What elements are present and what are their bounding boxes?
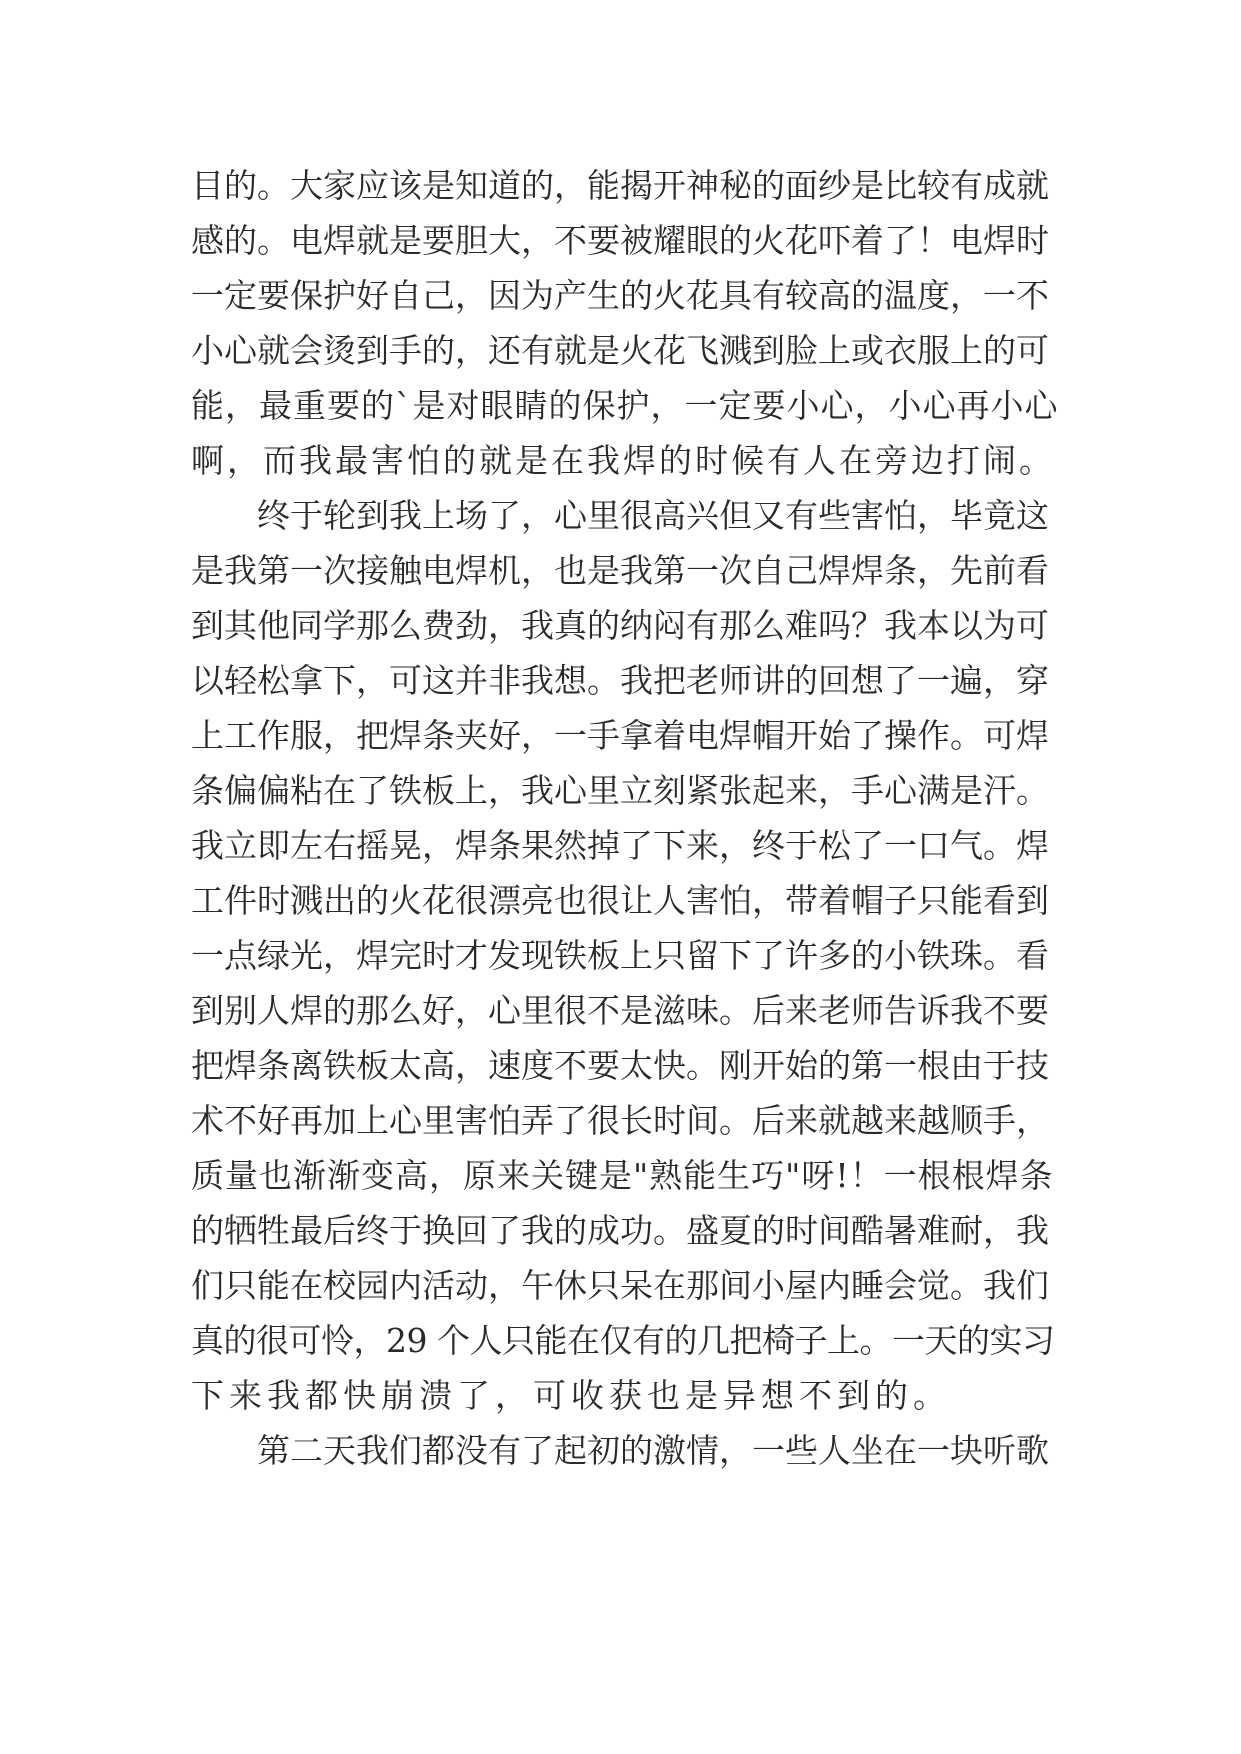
text-line: 啊，而我最害怕的就是在我焊的时候有人在旁边打闹。 <box>191 441 1055 480</box>
text-line: 们只能在校园内活动，午休只呆在那间小屋内睡会觉。我们 <box>191 1266 1049 1305</box>
text-line: 下来我都快崩溃了，可收获也是异想不到的。 <box>191 1376 951 1415</box>
text-line: 一点绿光，焊完时才发现铁板上只留下了许多的小铁珠。看 <box>191 936 1049 975</box>
text-line: 我立即左右摇晃，焊条果然掉了下来，终于松了一口气。焊 <box>191 826 1049 865</box>
text-line: 条偏偏粘在了铁板上，我心里立刻紧张起来，手心满是汗。 <box>191 771 1049 810</box>
text-line: 目的。大家应该是知道的，能揭开神秘的面纱是比较有成就 <box>191 166 1049 205</box>
body-text <box>191 158 1061 1478</box>
text-line: 第二天我们都没有了起初的激情，一些人坐在一块听歌 <box>191 1431 1049 1470</box>
text-line: 质量也渐渐变高，原来关键是"熟能生巧"呀!！一根根焊条 <box>191 1156 1054 1195</box>
text-line: 能，最重要的`是对眼睛的保护，一定要小心，小心再小心 <box>191 386 1059 425</box>
text-line: 真的很可怜，29 个人只能在仅有的几把椅子上。一天的实习 <box>191 1321 1055 1360</box>
text-line: 上工作服，把焊条夹好，一手拿着电焊帽开始了操作。可焊 <box>191 716 1049 755</box>
text-line: 是我第一次接触电焊机，也是我第一次自己焊焊条，先前看 <box>191 551 1049 590</box>
text-line: 终于轮到我上场了，心里很高兴但又有些害怕，毕竟这 <box>191 496 1049 535</box>
text-line: 到别人焊的那么好，心里很不是滋味。后来老师告诉我不要 <box>191 991 1049 1030</box>
text-line: 感的。电焊就是要胆大，不要被耀眼的火花吓着了！电焊时 <box>191 221 1049 260</box>
text-line: 术不好再加上心里害怕弄了很长时间。后来就越来越顺手， <box>191 1101 1049 1140</box>
text-line: 把焊条离铁板太高，速度不要太快。刚开始的第一根由于技 <box>191 1046 1049 1085</box>
text-line: 的牺牲最后终于换回了我的成功。盛夏的时间酷暑难耐，我 <box>191 1211 1049 1250</box>
text-line: 工件时溅出的火花很漂亮也很让人害怕，带着帽子只能看到 <box>191 881 1049 920</box>
text-line: 小心就会烫到手的，还有就是火花飞溅到脸上或衣服上的可 <box>191 331 1049 370</box>
text-line: 一定要保护好自己，因为产生的火花具有较高的温度，一不 <box>191 276 1049 315</box>
text-line: 到其他同学那么费劲，我真的纳闷有那么难吗？我本以为可 <box>191 606 1049 645</box>
text-line: 以轻松拿下，可这并非我想。我把老师讲的回想了一遍，穿 <box>191 661 1049 700</box>
